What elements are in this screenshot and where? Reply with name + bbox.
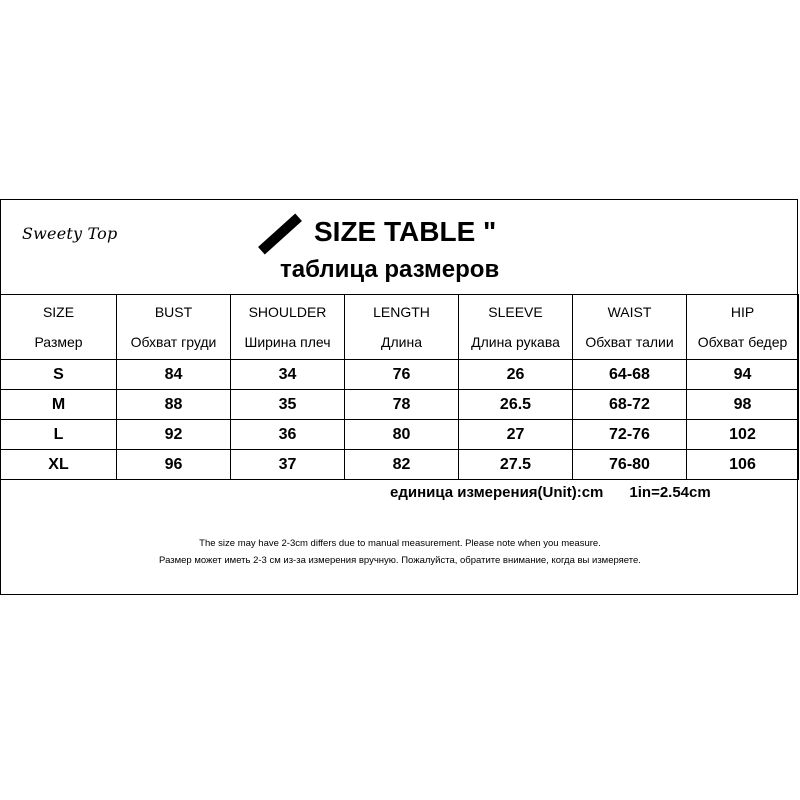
cell-size: L — [1, 420, 117, 450]
cell-sleeve: 27.5 — [459, 450, 573, 480]
cell-hip: 98 — [687, 390, 799, 420]
cell-waist: 64-68 — [573, 360, 687, 390]
header-hip — [687, 295, 799, 360]
table-row — [1, 360, 799, 390]
header-label-en: WAIST — [607, 304, 652, 320]
cell-length: 78 — [345, 390, 459, 420]
cell-shoulder: 35 — [231, 390, 345, 420]
page-subtitle: таблица размеров — [280, 256, 500, 283]
measurement-note-en: The size may have 2-3cm differs due to manual measurement. Please note when you measure. — [199, 538, 601, 549]
cell-bust: 88 — [117, 390, 231, 420]
cell-waist: 76-80 — [573, 450, 687, 480]
cell-shoulder: 37 — [231, 450, 345, 480]
header-length — [345, 295, 459, 360]
header-label-ru: Длина рукава — [471, 334, 560, 350]
header-label-ru: Ширина плеч — [244, 334, 331, 350]
header-label-ru: Обхват бедер — [697, 334, 788, 350]
header-waist — [573, 295, 687, 360]
header-label-en: LENGTH — [373, 304, 430, 320]
cell-length: 80 — [345, 420, 459, 450]
cell-shoulder: 36 — [231, 420, 345, 450]
header-bust — [117, 295, 231, 360]
cell-size: XL — [1, 450, 117, 480]
header-label-en: HIP — [730, 304, 755, 320]
cell-hip: 94 — [687, 360, 799, 390]
cell-hip: 106 — [687, 450, 799, 480]
table-row — [1, 420, 799, 450]
table-row — [1, 450, 799, 480]
cell-hip: 102 — [687, 420, 799, 450]
header-label-en: SIZE — [42, 304, 75, 320]
unit-line — [390, 484, 711, 501]
cell-sleeve: 26 — [459, 360, 573, 390]
unit-label: единица измерения(Unit):cm — [390, 484, 604, 501]
cell-bust: 92 — [117, 420, 231, 450]
page-title: SIZE TABLE " — [314, 216, 497, 247]
cell-size: M — [1, 390, 117, 420]
header-label-ru: Размер — [34, 334, 83, 350]
header-size — [1, 295, 117, 360]
brand-logo: Sweety Top — [22, 224, 118, 243]
cell-length: 76 — [345, 360, 459, 390]
header-label-ru: Длина — [381, 334, 422, 350]
header-shoulder — [231, 295, 345, 360]
cell-sleeve: 26.5 — [459, 390, 573, 420]
cell-shoulder: 34 — [231, 360, 345, 390]
header-label-ru: Обхват груди — [130, 334, 217, 350]
size-table — [0, 294, 799, 480]
cell-size: S — [1, 360, 117, 390]
cell-waist: 68-72 — [573, 390, 687, 420]
header-label-ru: Обхват талии — [585, 334, 674, 350]
table-row — [1, 390, 799, 420]
header-label-en: BUST — [154, 304, 193, 320]
measurement-note-ru: Размер может иметь 2-3 см из-за измерения вручную. Пожалуйста, обратите внимание, когда вы измеряете. — [159, 555, 641, 566]
cell-length: 82 — [345, 450, 459, 480]
table-header-row — [1, 295, 799, 360]
header-label-en: SLEEVE — [488, 304, 543, 320]
cell-waist: 72-76 — [573, 420, 687, 450]
unit-conversion: 1in=2.54cm — [629, 484, 711, 501]
cell-sleeve: 27 — [459, 420, 573, 450]
header-sleeve — [459, 295, 573, 360]
cell-bust: 84 — [117, 360, 231, 390]
cell-bust: 96 — [117, 450, 231, 480]
header-label-en: SHOULDER — [248, 304, 327, 320]
